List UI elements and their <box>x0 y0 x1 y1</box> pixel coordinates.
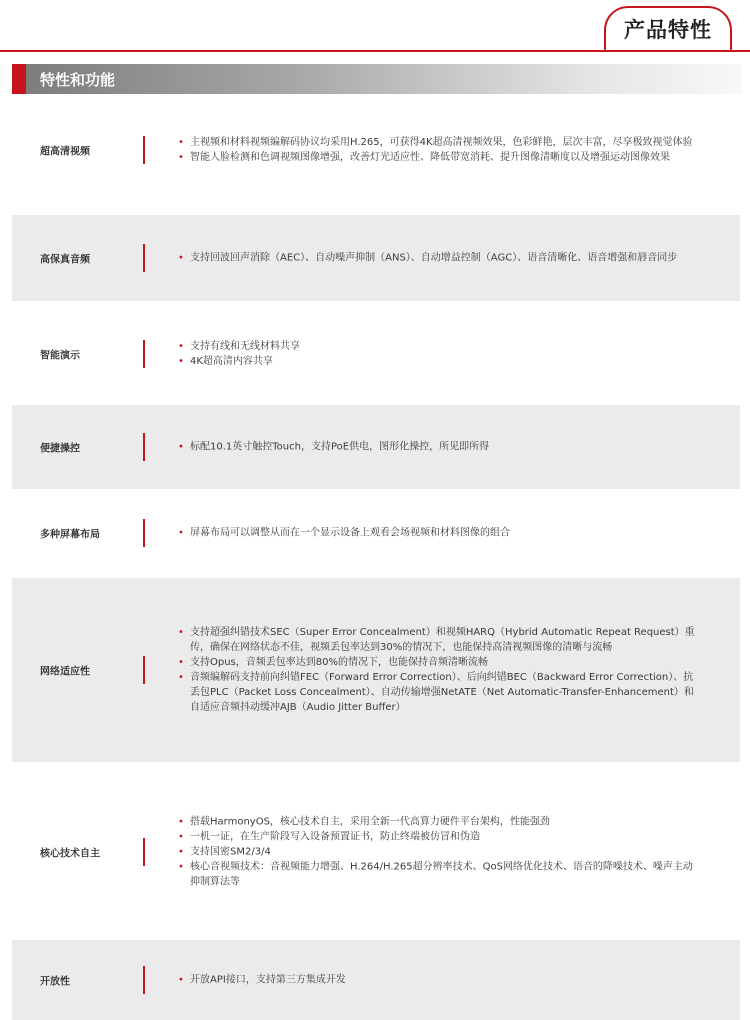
feature-row-core-tech <box>12 772 740 932</box>
header-rule <box>0 50 750 52</box>
feature-row-video <box>12 104 740 196</box>
feature-divider <box>143 966 145 994</box>
feature-list <box>178 815 700 890</box>
feature-row-network <box>12 578 740 762</box>
feature-item: • 开放API接口，支持第三方集成开发 <box>178 973 700 988</box>
feature-item: • 标配10.1英寸触控Touch，支持PoE供电，图形化操控，所见即所得 <box>178 440 700 455</box>
feature-divider <box>143 519 145 547</box>
page-title: 产品特性 <box>604 6 732 50</box>
feature-label: 开放性 <box>40 976 70 988</box>
feature-divider <box>143 244 145 272</box>
feature-item: • 一机一证，在生产阶段写入设备预置证书，防止终端被仿冒和伪造 <box>178 830 700 845</box>
feature-item: • 支持Opus，音频丢包率达到80%的情况下，也能保持音频清晰流畅 <box>178 655 700 670</box>
feature-label: 超高清视频 <box>40 146 90 158</box>
feature-list <box>178 135 700 165</box>
section-title: 特性和功能 <box>40 70 116 89</box>
feature-divider <box>143 656 145 684</box>
feature-list <box>178 625 700 715</box>
feature-item: • 智能人脸检测和色调视频图像增强，改善灯光适应性、降低带宽消耗、提升图像清晰度以及增强运动图像效果 <box>178 150 700 165</box>
feature-item: • 音频编解码支持前向纠错FEC（Forward Error Correction）、后向纠错BEC（Backward Error Correction）、抗丢包PLC（Packet Loss Concealment）、自动传输增强NetATE（Net Automatic-Transfer-Enhancement）和自适应音频抖动缓冲AJB（Audio Jitter Buffer） <box>178 670 700 715</box>
feature-list <box>178 251 700 266</box>
feature-label: 便捷操控 <box>40 443 80 455</box>
feature-label: 多种屏幕布局 <box>40 529 100 541</box>
feature-row-openness <box>12 940 740 1020</box>
feature-row-control <box>12 405 740 489</box>
feature-item: • 主视频和材料视频编解码协议均采用H.265，可获得4K超高清视频效果，色彩鲜艳，层次丰富，尽享极致视觉体验 <box>178 135 700 150</box>
feature-list <box>178 526 700 541</box>
feature-divider <box>143 838 145 866</box>
feature-list <box>178 440 700 455</box>
feature-divider <box>143 136 145 164</box>
feature-item: • 支持国密SM2/3/4 <box>178 845 700 860</box>
feature-item: • 4K超高清内容共享 <box>178 354 700 369</box>
feature-divider <box>143 340 145 368</box>
feature-label: 智能演示 <box>40 350 80 362</box>
feature-list <box>178 339 700 369</box>
feature-item: • 核心音视频技术：音视频能力增强、H.264/H.265超分辨率技术、QoS网络优化技术、语音的降噪技术、噪声主动抑制算法等 <box>178 860 700 890</box>
feature-label: 网络适应性 <box>40 666 90 678</box>
section-header <box>12 64 742 94</box>
section-accent-marker <box>12 64 26 94</box>
feature-row-presentation <box>12 310 740 398</box>
feature-item: • 支持有线和无线材料共享 <box>178 339 700 354</box>
feature-item: • 支持回波回声消除（AEC）、自动噪声抑制（ANS）、自动增益控制（AGC）、语音清晰化、语音增强和唇音同步 <box>178 251 700 266</box>
feature-item: • 搭载HarmonyOS，核心技术自主，采用全新一代高算力硬件平台架构，性能强劲 <box>178 815 700 830</box>
feature-label: 高保真音频 <box>40 254 90 266</box>
feature-row-audio <box>12 215 740 301</box>
feature-label: 核心技术自主 <box>40 848 100 860</box>
feature-row-layout <box>12 495 740 571</box>
feature-list <box>178 973 700 988</box>
feature-item: • 支持超强纠错技术SEC（Super Error Concealment）和视频HARQ（Hybrid Automatic Repeat Request）重传，确保在网络状态不佳，视频丢包率达到30%的情况下，也能保持高清视频图像的清晰与流畅 <box>178 625 700 655</box>
feature-item: • 屏幕布局可以调整从而在一个显示设备上观看会场视频和材料图像的组合 <box>178 526 700 541</box>
feature-divider <box>143 433 145 461</box>
